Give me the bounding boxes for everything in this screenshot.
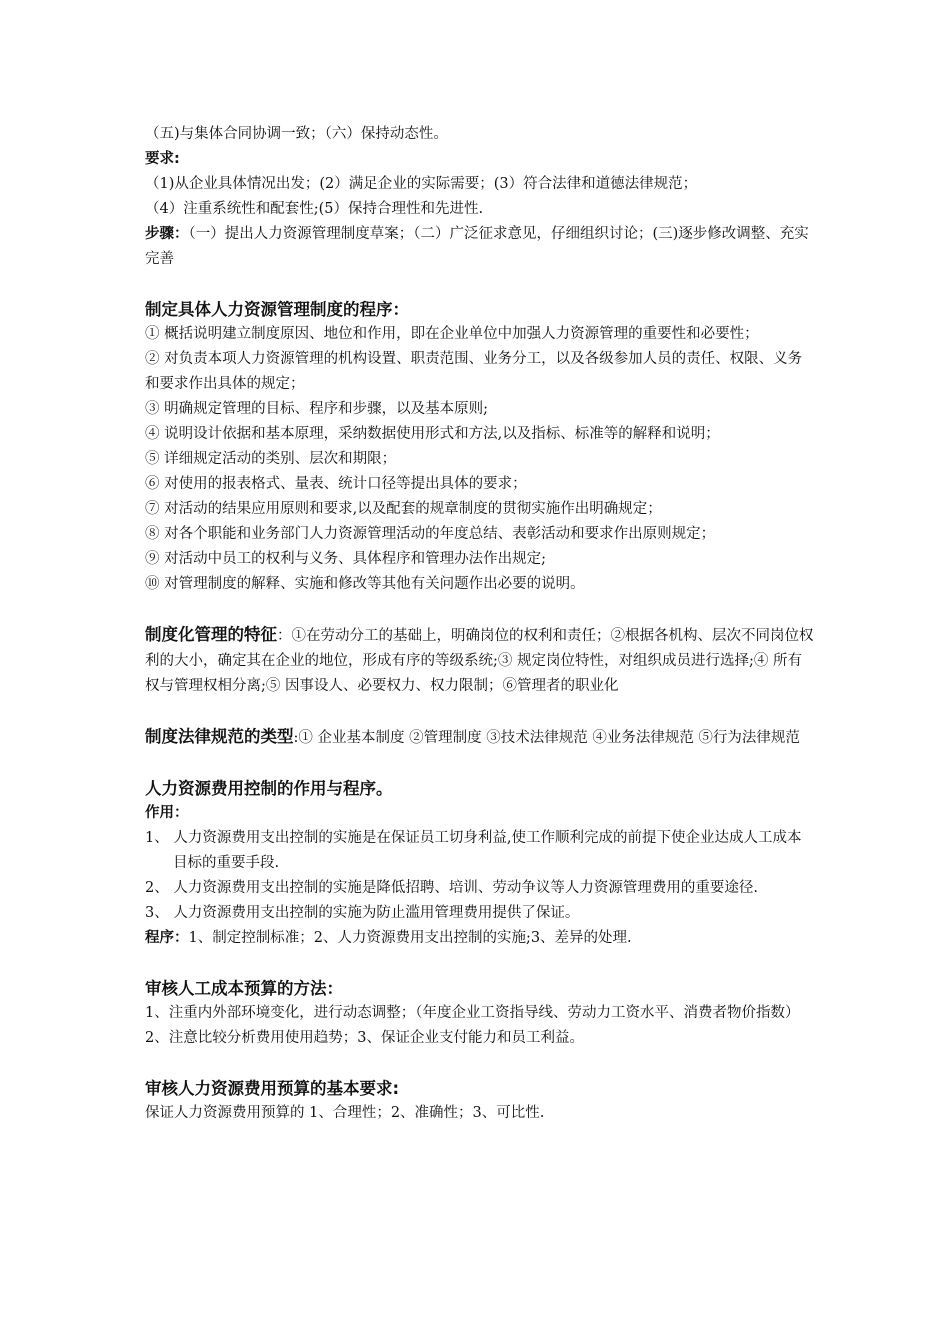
hr-budget-text: 保证人力资源费用预算的 1、合理性；2、准确性；3、可比性. [145,1105,545,1121]
procedure-item: ⑥ 对使用的报表格式、量表、统计口径等提出具体的要求； [145,476,527,492]
procedure-item: ② 对负责本项人力资源管理的机构设置、职责范围、业务分工，以及各级参加人员的责任、权限、义务和要求作出具体的规定； [145,351,803,392]
role-item: 3、 人力资源费用支出控制的实施为防止滥用管理费用提供了保证。 [145,905,580,921]
steps-paragraph [145,222,815,272]
role-item: 1、 人力资源费用支出控制的实施是在保证员工切身利益,使工作顺利完成的前提下使企业达成人工成本目标的重要手段. [145,830,802,871]
features-text: ：①在劳动分工的基础上，明确岗位的权利和责任；②根据各机构、层次不同岗位权利的大小，确定其在企业的地位，形成有序的等级系统;③ 规定岗位特性，对组织成员进行选择;④ 所有权与管理权相分离;⑤ 因事设人、必要权力、权力限制；⑥管理者的职业化 [145,628,814,694]
procedure-item: ⑤ 详细规定活动的类别、层次和期限； [145,451,397,467]
steps-text: （一）提出人力资源管理制度草案；（二）广泛征求意见，仔细组织讨论；(三)逐步修改调整、充实完善 [145,226,809,267]
types-paragraph [145,724,815,751]
procedure-item: ⑨ 对活动中员工的权利与义务、具体程序和管理办法作出规定; [145,551,546,567]
requirements-line-2: （4）注重系统性和配套性;(5）保持合理性和先进性. [145,201,484,217]
cost-procedure-text: 1、制定控制标准；2、人力资源费用支出控制的实施;3、差异的处理. [188,930,632,946]
steps-label: 步骤： [145,226,189,242]
procedure-item: ⑧ 对各个职能和业务部门人力资源管理活动的年度总结、表彰活动和要求作出原则规定； [145,526,716,542]
document-body [145,122,815,1126]
labor-budget-heading: 审核人工成本预算的方法： [145,979,343,998]
types-label: 制度法律规范的类型 [145,727,294,746]
role-item: 2、 人力资源费用支出控制的实施是降低招聘、培训、劳动争议等人力资源管理费用的重要途径. [145,880,758,896]
cost-procedure-label: 程序： [145,930,189,946]
requirements-line-1: （1)从企业具体情况出发；(2）满足企业的实际需要；(3）符合法律和道德法律规范； [145,176,698,192]
cost-procedure-paragraph [145,926,815,951]
procedure-heading: 制定具体人力资源管理制度的程序： [145,300,409,319]
procedure-item: ⑦ 对活动的结果应用原则和要求,以及配套的规章制度的贯彻实施作出明确规定； [145,501,662,517]
procedure-item: ① 概括说明建立制度原因、地位和作用，即在企业单位中加强人力资源管理的重要性和必要性； [145,326,759,342]
types-text: :① 企业基本制度 ②管理制度 ③技术法律规范 ④业务法律规范 ⑤行为法律规范 [293,730,800,746]
procedure-item: ⑩ 对管理制度的解释、实施和修改等其他有关问题作出必要的说明。 [145,576,585,592]
hr-budget-heading: 审核人力资源费用预算的基本要求: [145,1079,400,1098]
labor-budget-text: 1、注重内外部环境变化，进行动态调整；（年度企业工资指导线、劳动力工资水平、消费者物价指数）2、注意比较分析费用使用趋势；3、保证企业支付能力和员工利益。 [145,1005,800,1046]
features-paragraph [145,622,815,699]
requirements-label: 要求: [145,151,180,167]
cost-control-heading: 人力资源费用控制的作用与程序。 [145,779,393,798]
intro-line: （五)与集体合同协调一致；（六）保持动态性。 [145,126,448,142]
procedure-item: ③ 明确规定管理的目标、程序和步骤，以及基本原则; [145,401,488,417]
features-label: 制度化管理的特征 [145,625,277,644]
role-label: 作用： [145,805,189,821]
procedure-item: ④ 说明设计依据和基本原理，采纳数据使用形式和方法,以及指标、标准等的解释和说明； [145,426,720,442]
